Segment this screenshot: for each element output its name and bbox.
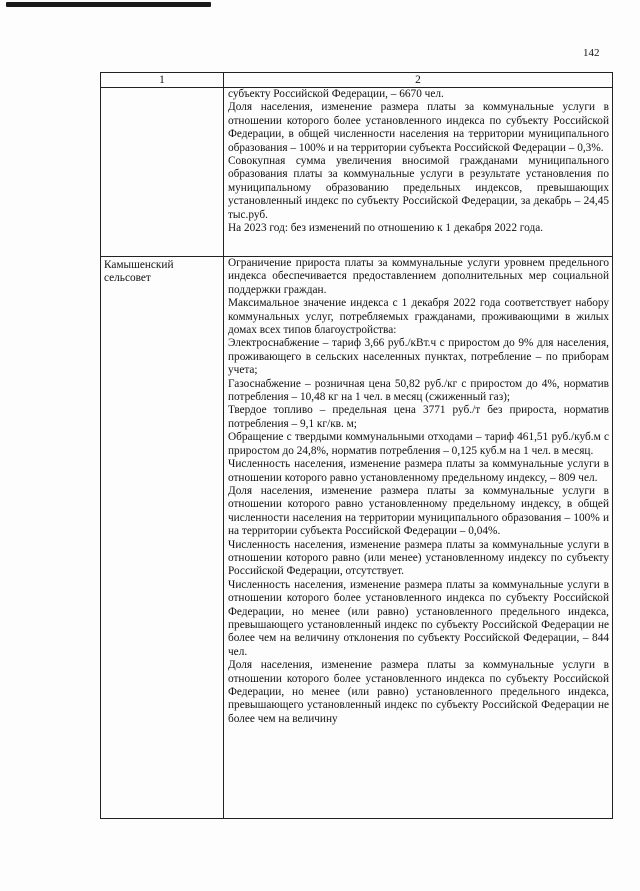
municipality-label: Камышенский сельсовет bbox=[101, 257, 224, 819]
content-cell bbox=[224, 88, 613, 257]
municipality-label bbox=[101, 88, 224, 257]
paragraph: Ограничение прироста платы за коммунальные услуги уровнем предельного индекса обеспечивается предоставлением дополнительных мер социальной поддержки граждан. bbox=[228, 257, 609, 296]
content-cell bbox=[224, 257, 613, 819]
document-table bbox=[100, 72, 613, 819]
paragraph: Максимальное значение индекса с 1 декабря 2022 года соответствует набору коммунальных услуг, потребляемых гражданами, проживающими в жилых домах всех типов благоустройства: bbox=[228, 297, 609, 337]
paragraph: Твердое топливо – предельная цена 3771 руб./т без прироста, норматив потребления – 9,1 кг/кв. м; bbox=[228, 404, 609, 430]
table-row bbox=[101, 257, 613, 819]
paragraph: Электроснабжение – тариф 3,66 руб./кВт.ч с приростом до 9% для населения, проживающего в сельских населенных пунктах, потребление – по приборам учета; bbox=[228, 337, 609, 377]
table-row bbox=[101, 88, 613, 257]
paragraph: Совокупная сумма увеличения вносимой гражданами муниципального образования платы за коммунальные услуги в результате установления по муниципальному образованию предельных индексов, превышающих установленный индекс по субъекту Российской Федерации, за декабрь – 24,45 тыс.руб. bbox=[228, 155, 609, 221]
paragraph: Численность населения, изменение размера платы за коммунальные услуги в отношении которого равно установленному предельному индексу, – 809 чел. bbox=[228, 458, 609, 484]
paragraph: Доля населения, изменение размера платы за коммунальные услуги в отношении которого равно установленному предельному индексу, в общей численности населения на территории муниципального образования – 100% и на территории субъекта Российской Федерации – 0,04%. bbox=[228, 484, 609, 538]
page-number: 142 bbox=[583, 47, 600, 59]
paragraph: Газоснабжение – розничная цена 50,82 руб./кг с приростом до 4%, норматив потребления – 10,48 кг на 1 чел. в месяц (сжиженный газ); bbox=[228, 377, 609, 404]
column-header-2: 2 bbox=[224, 73, 613, 88]
paragraph: Численность населения, изменение размера платы за коммунальные услуги в отношении которого более установленного индекса по субъекту Российской Федерации, но менее (или равно) установленного предельного индекса, превышающего установленный индекс по субъекту Российской Федерации не более чем на величину отклонения по субъекту Российской Федерации, – 844 чел. bbox=[228, 578, 609, 658]
paragraph: Обращение с твердыми коммунальными отходами – тариф 461,51 руб./куб.м с приростом до 24,8%, норматив потребления – 0,125 куб.м на 1 чел. в месяц. bbox=[228, 431, 609, 457]
scan-edge-mark bbox=[6, 2, 211, 7]
paragraph: На 2023 год: без изменений по отношению к 1 декабря 2022 года. bbox=[228, 222, 544, 235]
paragraph: Доля населения, изменение размера платы за коммунальные услуги в отношении которого более установленного индекса по субъекту Российской Федерации, в общей численности населения на территории муниципального образования – 100% и на территории субъекта Российской Федерации – 0,3%. bbox=[228, 101, 609, 154]
paragraph: субъекту Российской Федерации, – 6670 чел. bbox=[228, 88, 444, 100]
paragraph: Доля населения, изменение размера платы за коммунальные услуги в отношении которого более установленного индекса по субъекту Российской Федерации, но менее (или равно) установленного предельного индекса, превышающего установленный индекс по субъекту Российской Федерации не более чем на величину bbox=[228, 659, 609, 725]
paragraph: Численность населения, изменение размера платы за коммунальные услуги в отношении которого равно (или менее) установленному индексу по субъекту Российской Федерации, отсутствует. bbox=[228, 538, 609, 578]
column-header-1: 1 bbox=[101, 73, 224, 88]
table-header-row bbox=[101, 73, 613, 88]
